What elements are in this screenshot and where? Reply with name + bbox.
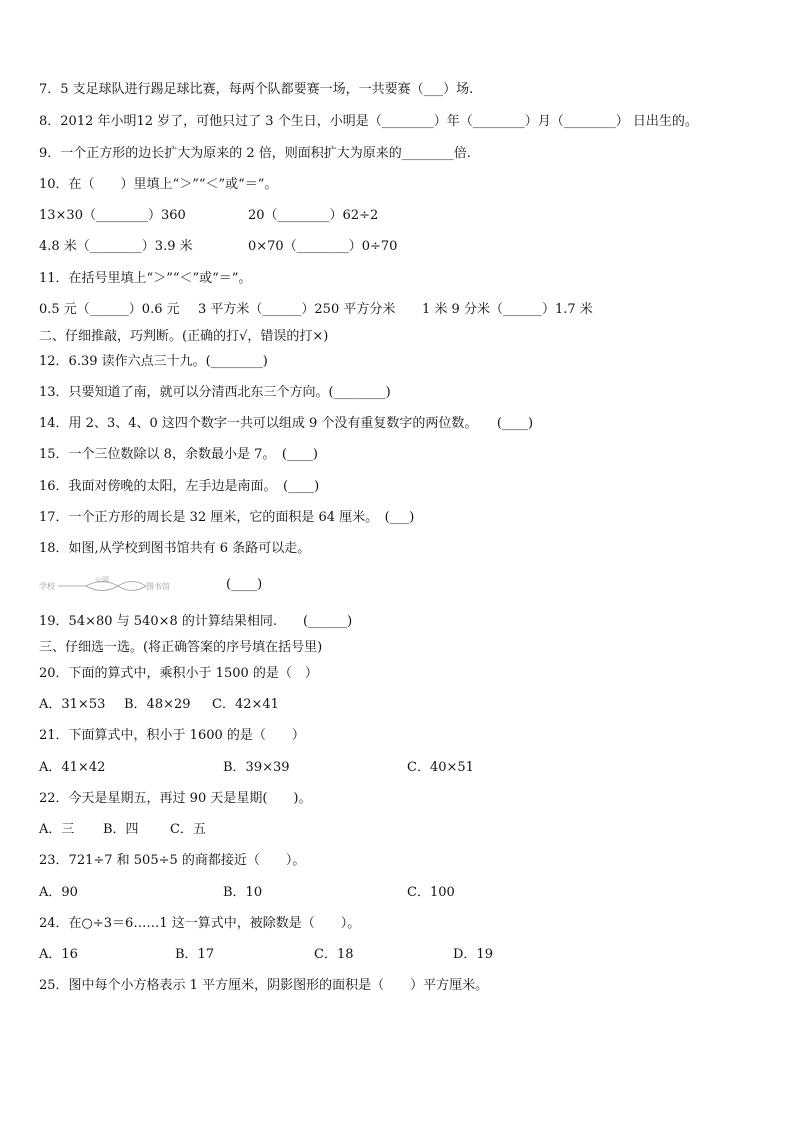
q20-stem: 20．下面的算式中，乘积小于 1500 的是（ ） [39, 666, 318, 681]
park-label: 公园 [95, 576, 109, 584]
q22-stem: 22．今天是星期五，再过 90 天是星期( )。 [39, 791, 312, 806]
q17: 17．一个正方形的周长是 32 厘米，它的面积是 64 厘米。 (___) [39, 510, 415, 525]
section-heading: 三、仔细选一选。(将正确答案的序号填在括号里) [39, 640, 323, 655]
q11-item: 3 平方米（______）250 平方分米 [198, 302, 396, 317]
q23-option: C．100 [407, 885, 455, 900]
q22-option: B．四 [103, 822, 139, 837]
q24-stem: 24．在○÷3＝6……1 这一算式中，被除数是（ ）。 [39, 916, 361, 931]
q20-option: B．48×29 [124, 697, 191, 712]
q11-stem: 11．在括号里填上“＞”“＜”或“＝”。 [39, 271, 252, 286]
q10-item: 13×30（________）360 [39, 208, 186, 223]
q20-option: A．31×53 [39, 697, 106, 712]
q24-option: C．18 [314, 947, 354, 962]
q8: 8．2012 年小明12 岁了，可他只过了 3 个生日，小明是（________）年（________）月（________） 日出生的。 [39, 114, 698, 129]
q20-option: C．42×41 [212, 697, 279, 712]
q15: 15．一个三位数除以 8，余数最小是 7。 (____) [39, 447, 318, 462]
q10-item: 0×70（________）0÷70 [248, 239, 398, 254]
q11-item: 0.5 元（______）0.6 元 [39, 302, 180, 317]
q16: 16．我面对傍晚的太阳，左手边是南面。 (____) [39, 479, 320, 494]
q22-option: A．三 [39, 822, 75, 837]
q24-option: D．19 [453, 947, 493, 962]
q22-option: C．五 [170, 822, 206, 837]
path-line [86, 586, 118, 591]
section-heading: 二、仔细推敲，巧判断。(正确的打√，错误的打×) [39, 329, 329, 344]
q9: 9．一个正方形的边长扩大为原来的 2 倍，则面积扩大为原来的________倍. [39, 146, 471, 161]
school-label: 学校 [39, 582, 55, 591]
q25: 25．图中每个小方格表示 1 平方厘米，阴影图形的面积是（ ）平方厘米。 [39, 978, 489, 993]
q13: 13．只要知道了南，就可以分清西北东三个方向。(________) [39, 385, 391, 400]
path-line [118, 582, 146, 587]
q21-stem: 21．下面算式中，积小于 1600 的是（ ） [39, 728, 305, 743]
q21-option: A．41×42 [39, 760, 106, 775]
q10-stem: 10．在（ ）里填上“＞”“＜”或“＝”。 [39, 177, 278, 192]
q23-option: B．10 [223, 885, 263, 900]
q12: 12．6.39 读作六点三十九。(________) [39, 354, 268, 369]
q24-option: A．16 [39, 947, 78, 962]
q18-stem: 18．如图,从学校到图书馆共有 6 条路可以走。 [39, 541, 311, 556]
q19: 19．54×80 与 540×8 的计算结果相同. (______) [39, 614, 353, 629]
q18-answer-blank: (____) [226, 577, 263, 592]
q7: 7．5 支足球队进行踢足球比赛，每两个队都要赛一场，一共要赛（___）场. [39, 82, 474, 97]
route-diagram [36, 574, 196, 596]
q23-option: A．90 [39, 885, 78, 900]
path-line [118, 586, 146, 591]
q23-stem: 23．721÷7 和 505÷5 的商都接近（ ）。 [39, 853, 306, 868]
q11-item: 1 米 9 分米（______）1.7 米 [422, 302, 593, 317]
q14: 14．用 2、3、4、0 这四个数字一共可以组成 9 个没有重复数字的两位数。 (____) [39, 416, 534, 431]
q10-item: 4.8 米（________）3.9 米 [39, 239, 193, 254]
q21-option: B．39×39 [223, 760, 290, 775]
q10-item: 20（________）62÷2 [248, 208, 379, 223]
q21-option: C．40×51 [407, 760, 474, 775]
q24-option: B．17 [175, 947, 215, 962]
library-label: 图书馆 [146, 582, 170, 591]
